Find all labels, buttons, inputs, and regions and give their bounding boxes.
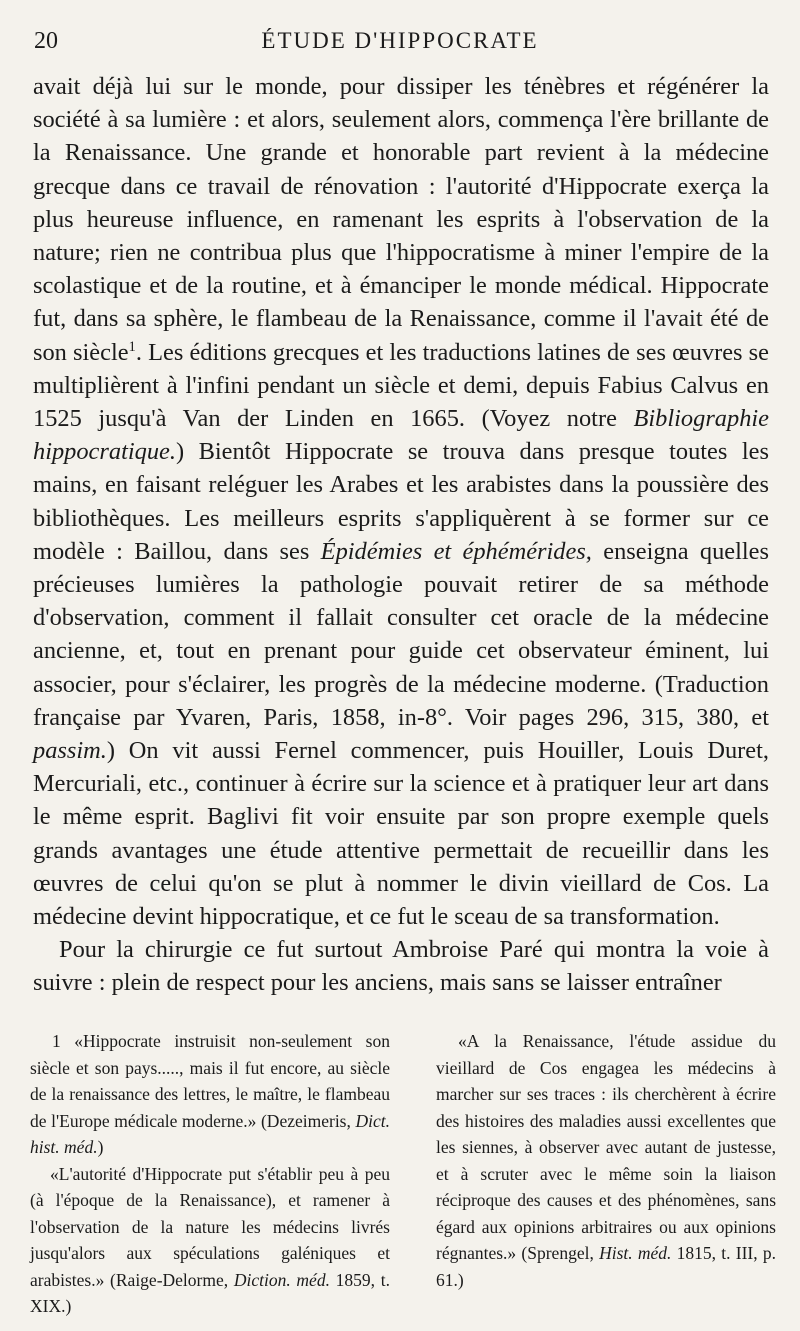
body-paragraph — [33, 933, 769, 999]
text-run: 1815, t. III, p. 61.) — [436, 1243, 776, 1290]
text-run: ) Bientôt Hippocrate se trouva dans presque toutes les mains, en faisant reléguer les Arabes et les arabistes dans la poussière des bibliothèques. Les meilleurs esprits s'appliquèrent à se former sur ce modèle : Baillou, dans ses — [33, 438, 769, 565]
footnote-column-right — [436, 1028, 776, 1293]
footnote-column-left — [30, 1028, 390, 1320]
page-number: 20 — [34, 28, 58, 54]
italic-text: Dict. hist. méd. — [30, 1110, 390, 1157]
text-run: avait déjà lui sur le monde, pour dissiper les ténèbres et régénérer la société à sa lumière : et alors, seulement alors, commença l'ère brillante de la Renaissance. Une grande et honorable part revient à la médecine grecque dans ce travail de rénovation : l'autorité d'Hippocrate exerça la plus heureuse influence, en ramenant les esprits à l'observation de la nature; rien ne contribua plus que l'hippocratisme à miner l'empire de la scolastique et de la routine, et à émanciper le monde médical. Hippocrate fut, dans sa sphère, le flambeau de la Renaissance, comme il l'avait été de son siècle — [33, 73, 769, 366]
italic-text: Hist. méd. — [599, 1243, 672, 1263]
footnote-paragraph — [30, 1028, 390, 1161]
main-text — [33, 70, 769, 1000]
italic-text: passim. — [33, 737, 107, 765]
text-run: 1859, t. XIX.) — [30, 1269, 390, 1316]
footnote-paragraph — [30, 1161, 390, 1320]
text-run: «A la Renaissance, l'étude assidue du vieillard de Cos engagea les médecins à marcher sur ses traces : ils cherchèrent à écrire des histoires des maladies aussi excellentes que les siennes, à observer avec autant de justesse, et à scruter avec le même soin la liaison réciproque des causes et des phénomènes, sans égard aux opinions arbitraires ou aux opinions régnantes.» (Sprengel, — [436, 1031, 776, 1263]
running-title: ÉTUDE D'HIPPOCRATE — [261, 28, 539, 53]
page-header — [30, 28, 770, 62]
footnote-ref: 1 — [128, 338, 136, 355]
text-run: Pour la chirurgie ce fut surtout Ambroise Paré qui montra la voie à suivre : plein de respect pour les anciens, mais sans se laisser entraîner — [33, 936, 769, 997]
italic-text: Épidémies et éphémérides, — [320, 537, 592, 565]
text-run: ) On vit aussi Fernel commencer, puis Houiller, Louis Duret, Mercuriali, etc., continuer à écrire sur la science et à pratiquer leur art dans le même esprit. Baglivi fit voir ensuite par son propre exemple quels grands avantages une étude attentive permettait de recueillir dans les œuvres de celui qu'on se plut à nommer le divin vieillard de Cos. La médecine devint hippocratique, et ce fut le sceau de sa transformation. — [33, 737, 769, 931]
text-run: 1 «Hippocrate instruisit non-seulement son siècle et son pays....., mais il fut encore, au siècle de la renaissance des lettres, le maître, le flambeau de l'Europe médicale moderne.» (Dezeimeris, — [30, 1031, 390, 1131]
text-run: ) — [97, 1137, 104, 1157]
text-run: «L'autorité d'Hippocrate put s'établir peu à peu (à l'époque de la Renaissance), et ramener à l'observation de la nature les médecins livrés jusqu'alors aux spéculations galéniques et arabistes.» (Raige-Delorme, — [30, 1163, 390, 1290]
text-run: enseigna quelles précieuses lumières la pathologie pouvait retirer de sa méthode d'observation, comment il fallait consulter cet oracle de la médecine ancienne, et, tout en prenant pour guide cet observateur éminent, lui associer, pour s'éclairer, les progrès de la médecine moderne. (Traduction française par Yvaren, Paris, 1858, in-8°. Voir pages 296, 315, 380, et — [33, 537, 769, 731]
body-paragraph — [33, 70, 769, 933]
italic-text: Bibliographie hippocratique. — [33, 405, 769, 466]
text-run: . Les éditions grecques et les traductions latines de ses œuvres se multiplièrent à l'infini pendant un siècle et demi, depuis Fabius Calvus en 1525 jusqu'à Van der Linden en 1665. (Voyez notre — [33, 338, 769, 433]
footnote-paragraph — [436, 1028, 776, 1293]
italic-text: Diction. méd. — [233, 1269, 330, 1290]
